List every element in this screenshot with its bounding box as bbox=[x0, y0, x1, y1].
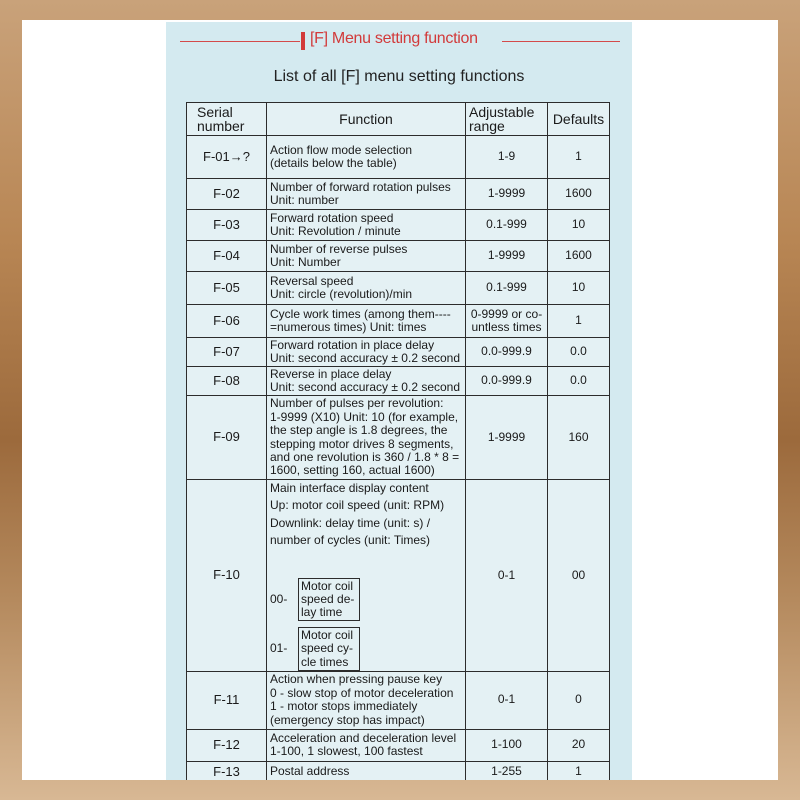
table-row bbox=[187, 338, 610, 367]
default-cell: 1 bbox=[548, 136, 610, 179]
function-cell bbox=[267, 272, 466, 305]
serial-cell: F-11 bbox=[187, 671, 267, 729]
function-cell bbox=[267, 305, 466, 338]
header-rule-left bbox=[180, 41, 300, 42]
function-line: Unit: Number bbox=[270, 255, 341, 269]
default-cell: 1600 bbox=[548, 179, 610, 210]
table-row bbox=[187, 136, 610, 179]
function-cell bbox=[267, 338, 466, 367]
serial-cell: F-01→? bbox=[187, 136, 267, 179]
range-cell: 0-1 bbox=[466, 671, 548, 729]
default-cell: 10 bbox=[548, 210, 610, 241]
table-row bbox=[187, 729, 610, 761]
default-cell: 1 bbox=[548, 761, 610, 780]
range-cell: 1-9999 bbox=[466, 241, 548, 272]
function-line: Forward rotation speed bbox=[270, 210, 394, 225]
function-cell bbox=[267, 761, 466, 780]
table-row bbox=[187, 396, 610, 480]
function-cell bbox=[267, 210, 466, 241]
default-cell: 00 bbox=[548, 480, 610, 672]
table-body bbox=[187, 136, 610, 781]
range-cell: 0.0-999.9 bbox=[466, 338, 548, 367]
function-line: Postal address bbox=[270, 764, 350, 779]
default-cell: 0 bbox=[548, 671, 610, 729]
serial-cell: F-10 bbox=[187, 480, 267, 672]
serial-cell: F-08 bbox=[187, 367, 267, 396]
table-row bbox=[187, 272, 610, 305]
function-line: Action when pressing pause key bbox=[270, 672, 443, 687]
range-cell: 0.1-999 bbox=[466, 210, 548, 241]
range-cell: 1-100 bbox=[466, 729, 548, 761]
table-row bbox=[187, 367, 610, 396]
option-box: Motor coil speed cy-cle times bbox=[298, 627, 360, 671]
function-cell bbox=[267, 367, 466, 396]
serial-cell: F-13 bbox=[187, 761, 267, 780]
option-code: 00- bbox=[270, 591, 288, 606]
serial-cell: F-03 bbox=[187, 210, 267, 241]
function-cell bbox=[267, 480, 466, 672]
function-line: number of cycles (unit: Times) bbox=[270, 533, 431, 548]
function-cell bbox=[267, 136, 466, 179]
function-line: 1 - motor stops immediately bbox=[270, 699, 418, 714]
option-code: 01- bbox=[270, 641, 288, 656]
default-cell: 0.0 bbox=[548, 367, 610, 396]
function-line: and one revolution is 360 / 1.8 * 8 = bbox=[270, 449, 460, 464]
function-line: 1-9999 (X10) Unit: 10 (for example, bbox=[270, 409, 459, 424]
function-line: Main interface display content bbox=[270, 481, 429, 495]
function-line: 1600, setting 160, actual 1600) bbox=[270, 463, 435, 478]
function-line: 0 - slow stop of motor deceleration bbox=[270, 685, 454, 700]
display-option bbox=[270, 627, 462, 671]
display-option bbox=[270, 578, 462, 622]
default-cell: 10 bbox=[548, 272, 610, 305]
range-cell: 1-9999 bbox=[466, 396, 548, 480]
function-line: (emergency stop has impact) bbox=[270, 712, 425, 727]
serial-cell: F-07 bbox=[187, 338, 267, 367]
option-box: Motor coil speed de-lay time bbox=[298, 578, 360, 622]
col-header-serial: Serial number bbox=[187, 103, 267, 136]
serial-cell: F-05 bbox=[187, 272, 267, 305]
function-line: stepping motor drives 8 segments, bbox=[270, 436, 454, 451]
function-line: =numerous times) Unit: times bbox=[270, 320, 427, 334]
range-cell: 1-9 bbox=[466, 136, 548, 179]
function-line: 1-100, 1 slowest, 100 fastest bbox=[270, 744, 423, 759]
serial-cell: F-06 bbox=[187, 305, 267, 338]
default-cell: 0.0 bbox=[548, 338, 610, 367]
table-row bbox=[187, 241, 610, 272]
function-line: Action flow mode selection bbox=[270, 142, 413, 157]
function-line: Number of pulses per revolution: bbox=[270, 396, 444, 411]
table-row bbox=[187, 179, 610, 210]
function-line: Reverse in place delay bbox=[270, 366, 392, 381]
range-cell: 0-9999 or co-untless times bbox=[466, 305, 548, 338]
default-cell: 1 bbox=[548, 305, 610, 338]
default-cell: 160 bbox=[548, 396, 610, 480]
serial-cell: F-09 bbox=[187, 396, 267, 480]
table-caption: List of all [F] menu setting functions bbox=[273, 68, 525, 85]
col-header-range: Adjustable range bbox=[466, 103, 548, 136]
range-cell: 0-1 bbox=[466, 480, 548, 672]
function-line: Unit: Revolution / minute bbox=[270, 224, 401, 238]
section-title: [F] Menu setting function bbox=[310, 30, 478, 47]
settings-table bbox=[186, 102, 610, 780]
function-line: (details below the table) bbox=[270, 156, 397, 170]
default-cell: 1600 bbox=[548, 241, 610, 272]
table-row bbox=[187, 671, 610, 729]
table-row bbox=[187, 761, 610, 780]
function-line: Unit: second accuracy ± 0.2 second bbox=[270, 351, 461, 365]
range-cell: 1-9999 bbox=[466, 179, 548, 210]
function-cell bbox=[267, 396, 466, 480]
function-line: Downlink: delay time (unit: s) / bbox=[270, 515, 431, 530]
section-header bbox=[166, 28, 632, 56]
function-cell bbox=[267, 179, 466, 210]
function-line: Unit: number bbox=[270, 193, 339, 207]
function-line: the step angle is 1.8 degrees, the bbox=[270, 423, 448, 438]
range-cell: 1-255 bbox=[466, 761, 548, 780]
table-row bbox=[187, 305, 610, 338]
serial-cell: F-02 bbox=[187, 179, 267, 210]
default-cell: 20 bbox=[548, 729, 610, 761]
col-header-defaults: Defaults bbox=[548, 103, 610, 136]
col-header-function: Function bbox=[267, 103, 466, 136]
table-row bbox=[187, 210, 610, 241]
header-rule-right bbox=[502, 41, 620, 42]
serial-cell: F-04 bbox=[187, 241, 267, 272]
function-line: Number of reverse pulses bbox=[270, 241, 408, 256]
function-line: Reversal speed bbox=[270, 273, 354, 288]
function-cell bbox=[267, 729, 466, 761]
function-line: Acceleration and deceleration level bbox=[270, 730, 457, 745]
table-row bbox=[187, 480, 610, 672]
function-line: Unit: circle (revolution)/min bbox=[270, 287, 413, 301]
range-cell: 0.0-999.9 bbox=[466, 367, 548, 396]
function-cell bbox=[267, 671, 466, 729]
menu-sheet bbox=[166, 22, 632, 780]
function-line: Unit: second accuracy ± 0.2 second bbox=[270, 380, 461, 394]
header-accent-bar bbox=[301, 32, 305, 50]
table-header-row bbox=[187, 103, 610, 136]
function-line: Cycle work times (among them---- bbox=[270, 306, 451, 321]
function-line: Forward rotation in place delay bbox=[270, 337, 435, 352]
function-cell bbox=[267, 241, 466, 272]
function-line: Up: motor coil speed (unit: RPM) bbox=[270, 498, 445, 513]
range-cell: 0.1-999 bbox=[466, 272, 548, 305]
function-line: Number of forward rotation pulses bbox=[270, 179, 451, 194]
serial-cell: F-12 bbox=[187, 729, 267, 761]
